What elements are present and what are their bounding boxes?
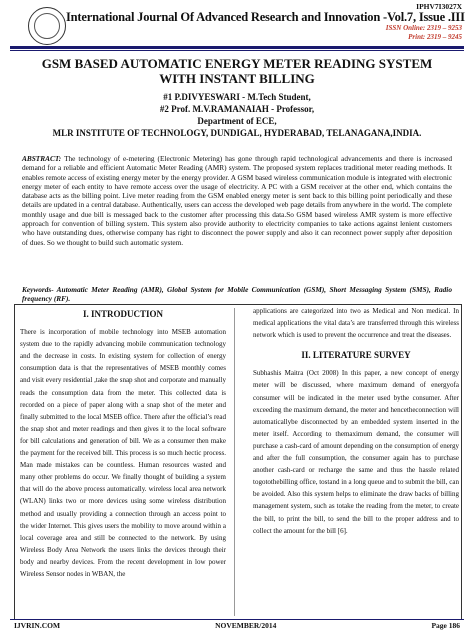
- institute: MLR INSTITUTE OF TECHNOLOGY, DUNDIGAL, HYDERABAD, TELANAGANA,INDIA.: [52, 128, 422, 138]
- column-divider: [234, 308, 235, 616]
- keywords-label: Keywords-: [22, 285, 54, 294]
- author-2: #2 Prof. M.V.RAMANAIAH - Professor,: [159, 104, 315, 114]
- header-rule-thin: [10, 50, 464, 51]
- abstract: [22, 154, 452, 247]
- issn-print: Print: 2319 – 9245: [408, 33, 462, 41]
- paper-title: [20, 56, 454, 86]
- left-column: [20, 308, 226, 580]
- footer-date: NOVEMBER/2014: [215, 621, 277, 630]
- intro-text: There is incorporation of mobile technology into MSEB automation system due to the rapidly advancing mobile communication technology and the decrease in costs. In existing system for collection of energy consumption data is that the representatives of MSEB monthly comes and visit every residential ,take the snap shot and corporate and manually reads the consumption data from the meter. This collected data is recorded on a piece of paper along with a snap shot of the meter and finally submitted to the local MSEB office. There after the official’s read the snap shot and meter readings and then gives it to the local software for bill calculations and generation of bill. We as a consumer then make the payment for the received bill. This process is so much hectic process. Man made mistakes can be countless. Human resources wasted and many other problems do occur. We finally thought of building a system that will do the above process automatically. wireless local area network (WLAN) links two or more devices using some wireless distribution method and usually providing a connection through an access point to the wider Internet. This gives users the mobility to move around within a local coverage area and still be connected to the network. By using Wireless Body Area Network the users links the devices through their body and nearby devices. From the recent development in low power Wireless Sensor nodes in WBAN, the: [20, 328, 226, 578]
- author-1: #1 P.DIVYESWARI - M.Tech Student,: [163, 92, 311, 102]
- lit-text: Subhashis Maitra (Oct 2008) In this paper, a new concept of energy meter will be discussed, where maximum demand of energyofa consumer will be indicated in the meter used bythe consumer. After exceeding the maximum demand, the meter and hencetheconnection will automaticallybe disconnected by an embedded system inserted in the meter itself. According to themaximum demand, the consumer will purchase a cash-card of amount depending on the consumption of energy and after the full consumption, the consumer again has to purchase another cash-card or recharge the same and thus the hassle related togotothebilling office, tostand in a long queue and to submit the bill, can be avoided. Also this system helps to eliminate the draw backs of billing management system, such as totake the reading from the meter, to create the bill, to print the bill, to send the bill to the proper address and to collect the amount for the bill [6].: [253, 369, 459, 535]
- journal-logo-icon: [28, 7, 66, 45]
- right-intro-text: applications are categorized into two as Medical and Non medical. In medical applications the vital data’s are transferred through this wireless network which is used to prevent the occurrence and treat the diseases.: [253, 307, 459, 340]
- intro-heading: I. INTRODUCTION: [82, 309, 163, 319]
- footer-website[interactable]: IJVRIN.COM: [14, 621, 61, 630]
- footer-page: Page 186: [431, 621, 460, 630]
- keywords: [22, 285, 452, 304]
- paper-id: IPHV7I3027X: [416, 2, 462, 11]
- abstract-label: ABSTRACT:: [22, 154, 62, 163]
- keywords-text: Automatic Meter Reading (AMR), Global System for Mobile Communication (GSM), Short Messaging System (SMS), Radio frequency (RF).: [22, 285, 452, 304]
- header-rule: [10, 46, 464, 49]
- footer-rule: [10, 619, 464, 620]
- right-column: [253, 305, 459, 537]
- journal-title: International Journal Of Advanced Research and Innovation -Vol.7, Issue .III: [66, 10, 465, 24]
- paper-title-line2: WITH INSTANT BILLING: [159, 71, 315, 86]
- issn-block: [386, 24, 462, 42]
- abstract-text: The technology of e-metering (Electronic Metering) has gone through rapid technological advancements and there is increased demand for a reliable and efficient Automatic Meter Reading (AMR) system. The proposed system replaces traditional meter reading methods. It enables remote access of existing energy meter by the energy provider. A GSM based wireless communication module is integrated with electronic energy meter of each entity to have remote access over the usage of electricity. A PC with a GSM receiver at the other end, which contains the database acts as the billing point. Live meter reading from the GSM enabled energy meter is sent back to this billing point periodically and these details are updated in a central database. Authentically, users can access the developed web page details from anywhere in the world. The complete monthly usage and due bill is messaged back to the customer after processing this data.So GSM based wireless AMR system is more effective approach for convention of billing system. This system also provide authority to electricity companies to take actions against lenient customers who have outstanding dues, otherwise company has right to disconnect the power supply and also it can reconnect power supply after deposition of dues. So we thought to build such automatic system.: [22, 154, 452, 247]
- paper-title-line1: GSM BASED AUTOMATIC ENERGY METER READING SYSTEM: [41, 56, 433, 71]
- lit-heading: II. LITERATURE SURVEY: [301, 350, 411, 361]
- issn-online: ISSN Online: 2319 – 9253: [385, 24, 462, 32]
- department: Department of ECE,: [197, 116, 277, 126]
- footer: [14, 621, 460, 630]
